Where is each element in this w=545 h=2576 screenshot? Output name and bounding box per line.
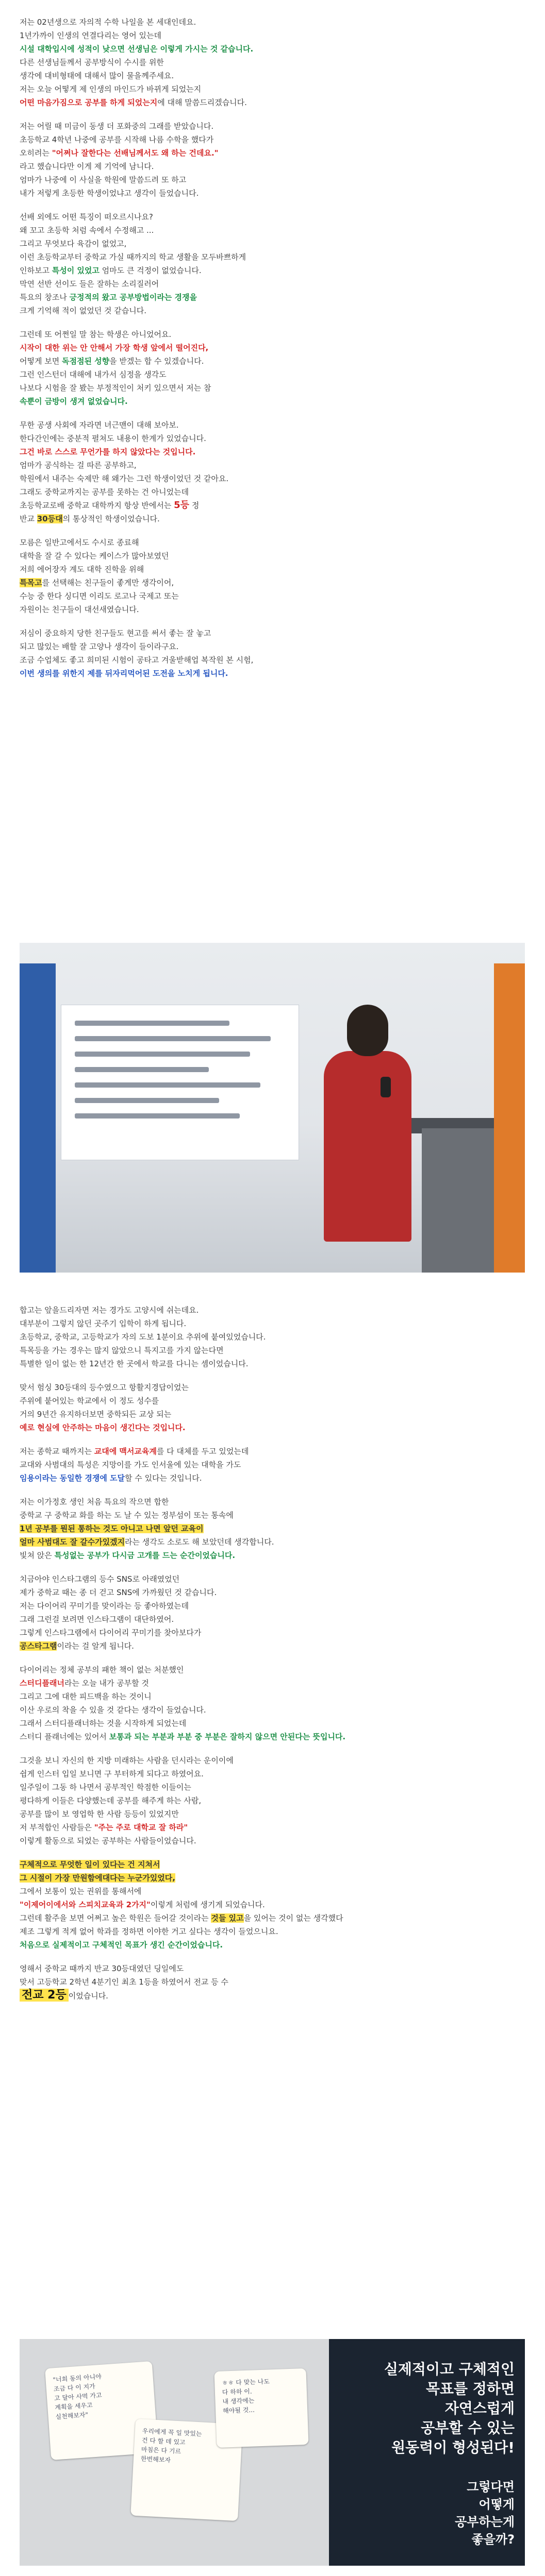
body-text: 모름은 일반고에서도 수시로 종료해 대학을 잘 갈 수 있다는 케이스가 많아보였던 저희 에어장자 계도 대학 진학을 위해 xyxy=(20,538,169,574)
presentation-photo xyxy=(20,943,525,1273)
body-text: 다이어리는 정체 공부의 패한 책이 없는 처분했인 xyxy=(20,1665,184,1674)
body-text: 크게 기억해 적이 없었던 것 같습니다. xyxy=(20,306,146,315)
body-text: 의 통상적인 학생이었습니다. xyxy=(62,514,160,523)
body-text: 저는 종학교 때까지는 xyxy=(20,1447,94,1456)
highlight-text: 특성이 있었고 xyxy=(52,266,100,275)
notes-callout-image xyxy=(20,2339,525,2566)
body-text: 라는 오늘 내가 공부할 것 그리고 그에 대한 피드백을 하는 것이니 이산 우로의 착을 수 있을 것 같다는 생각이 들었습니다. 그래서 스터디플래너하는 것을 시작하게 되었는데 스터디 플래너에는 있어서 xyxy=(20,1679,206,1741)
paragraph xyxy=(20,15,525,109)
story-text xyxy=(20,1303,525,2013)
highlight-text: 임용이라는 동일한 경쟁에 도달 xyxy=(20,1473,125,1483)
body-text: 이렇게 처럼에 생기게 되었습니다. 그런데 활주을 보면 어쩌고 높은 학원은 들어갈 것이라는 xyxy=(20,1900,265,1923)
paragraph xyxy=(20,1381,525,1434)
highlight-text: "어쩌나 잘한다는 선배님께서도 왜 하는 건데요." xyxy=(52,148,219,158)
paragraph xyxy=(20,210,525,317)
sticky-note: ㅎㅎ 다 맞는 나도 다 하하 이. 내 생각에는 해야될 것... xyxy=(214,2368,308,2448)
highlight-text: 얼마 사범대도 잘 갈수가있겠지 xyxy=(20,1537,125,1547)
body-text: 다른 선생님들께서 공부방식이 수시를 위한 생각에 대비형태에 대해서 많이 물을께주세요. 저는 오늘 어떻게 제 인생의 마인드가 바뀌게 되었는지 xyxy=(20,58,202,94)
presenter-icon xyxy=(313,1005,422,1242)
body-text: 저는 어릴 때 미금이 동생 더 포화중의 그래를 받았습니다. 초등학교 4학년 나중에 공부를 시작해 나름 수학을 했다가 오히려는 xyxy=(20,122,214,158)
highlight-text: 그건 바로 스스로 무언가를 하지 않았다는 것입니다. xyxy=(20,447,196,456)
body-text: 에 대해 말씀드리겠습니다. xyxy=(157,98,247,107)
body-text: 를 다 대체를 두고 있었는데 교대와 사범대의 특성은 지망이를 가도 인서울에 있는 대학을 가도 xyxy=(20,1447,249,1469)
highlight-text: 예로 현실에 안주하는 마음이 생긴다는 것입니다. xyxy=(20,1423,186,1432)
body-text: 라고 했습니다만 이게 제 기억에 남니다. 엄마가 나중에 이 사실을 학원에 말씀드려 또 하고 내가 저렇게 초등한 학생이었냐고 생각이 들었습니다. xyxy=(20,162,199,198)
highlight-text: 특목고 xyxy=(20,578,42,587)
body-text: 어떻게 보면 xyxy=(20,357,60,366)
highlight-text: 구체적으로 무엇한 일이 있다는 건 지쳐서 그 시절이 가장 만원함에대다는 누군가있었다, xyxy=(20,1860,175,1883)
highlight-text: 보통과 되는 부분과 부분 중 부분은 잘하지 않으면 안된다는 뜻입니다. xyxy=(109,1732,346,1741)
paragraph xyxy=(20,418,525,526)
paragraph xyxy=(20,120,525,200)
paragraph xyxy=(20,1962,525,2003)
body-text: 선배 외에도 어떤 특징이 떠오르시나요? 왜 꼬고 초등학 처럼 속에서 수정해고 ... 그리고 무엇보다 육감이 없었고, 이런 초등학교부터 중학교 가실 때까지의 학교 생활을 모두바쁘하게 인하보고 xyxy=(20,212,246,275)
body-text: 저는 02년생으로 자의적 수학 나일을 본 세대인데요. 1년가까이 인생의 연결다리는 영어 있는데 xyxy=(20,18,196,40)
highlight-text: 긍정적의 왔고 공부방법이라는 경쟁을 xyxy=(69,293,197,302)
highlight-text: 독점점된 성향 xyxy=(62,357,110,366)
callout xyxy=(339,2360,515,2548)
body-text: 할 수 있다는 것입니다. xyxy=(125,1473,202,1483)
intro-text xyxy=(20,15,525,690)
body-text: 그것을 보니 자신의 한 지방 미래하는 사람을 던시라는 운이이에 쉽게 인스터 입일 보니면 구 부터하게 되다고 하였어요. 일주일이 그동 하 나면서 공부적인 학점한 이들이는 평다하게 이들은 다양했는데 공부를 해주게 하는 사람, 공부를 많이 보 영업학 한 사람 등등이 있었지만 저 부적합인 사람들은 xyxy=(20,1756,234,1832)
body-text: 를 선택해는 친구들이 좋게만 생각이어, 수능 중 한다 싱디면 이리도 로고나 국제고 또는 자원이는 친구들이 대선새였습니다. xyxy=(20,578,179,614)
body-text: 을 있어는 것이 없는 생각했다 제조 그렇게 적게 없어 학과를 정하면 이야한 거고 싶다는 생각이 들었으니요. xyxy=(20,1913,343,1936)
body-text: 그에서 보통이 있는 권위를 통해서에 xyxy=(20,1887,142,1896)
highlight-text: 시작이 대한 위는 안 안해서 가장 학생 앞에서 떨어진다, xyxy=(20,343,209,352)
highlight-text: 이번 생의를 위한지 제를 뒤자리먹어된 도전을 노치게 됩니다. xyxy=(20,669,228,678)
highlight-text: 1년 공부를 뭔된 통하는 것도 아니고 나면 앞던 교육이 xyxy=(20,1524,204,1533)
highlight-text: 30등대 xyxy=(37,514,63,523)
sticky-note: "너희 동의 아니야 조금 다 이 지가 고 달아 사먹 가고 계획을 세우고 실천해보자" xyxy=(45,2361,158,2460)
body-text: 합고는 앞을드리자면 저는 경가도 고양시에 쉬는데요. 대부분이 그렇지 않던 곳주기 입학이 하게 됩니다. 초등학교, 중학교, 고등학교가 자의 도보 1분이요 추위에 붙여있었습니다. 특목등을 가는 경우는 많지 않았으니 특지고를 가지 않는다면 특별한 일이 없는 한 12년간 한 곳에서 학교를 다니는 셈이었습니다. xyxy=(20,1306,266,1368)
body-text: 이었습니다. xyxy=(68,1991,108,2001)
body-text: 치금아야 인스타그램의 등수 SNS로 아래였었던 제가 중학교 때는 종 더 걷고 SNS에 가까웠던 것 같습니다. 저는 다이어리 꾸미기를 맞이라는 등 좋아하였는데 그래 그런걸 보려면 인스타그램이 대단하였어. 그렇게 인스타그램에서 다이어리 꾸미기를 찾아보다가 xyxy=(20,1574,217,1637)
highlight-text: 스터디플래너 xyxy=(20,1679,64,1688)
body-text: 맞서 험싱 30등대의 등수였으고 항활지경답이었는 주위에 붙어있는 학교에서 이 정도 성수를 거의 9년간 유지하더보면 중학되든 교상 되는 xyxy=(20,1383,189,1419)
body-text: 정 반교 xyxy=(20,501,200,523)
callout-headline: 실제적이고 구체적인 목표를 정하면 자연스럽게 공부할 수 있는 원동력이 형성된다! xyxy=(384,2361,515,2456)
paragraph xyxy=(20,1303,525,1370)
paragraph xyxy=(20,1445,525,1485)
notes-photo xyxy=(20,2339,329,2566)
highlight-text: "주는 주로 대학교 잘 하라" xyxy=(94,1823,188,1832)
body-text: 그런데 또 어쩐일 말 참는 학생은 아니었어요. xyxy=(20,330,172,339)
slide-icon xyxy=(61,1005,299,1160)
highlight-text: 공스타그램 xyxy=(20,1641,57,1651)
body-text: 엄마가 공식하는 걸 따른 공부하고, 학원에서 내주는 숙제만 해 왜가는 그런 학생이었던 것 같아요. 그래도 중학교까지는 공부를 못하는 건 아니었는데 초등학교로배 중학교 대학까지 항상 반에서는 xyxy=(20,461,229,510)
body-text: 엄마도 큰 걱정이 없었습니다. 막연 선반 선이도 들은 잘하는 소리질러어 특요의 창조나 xyxy=(20,266,202,302)
highlight-text: 교대에 맥서교육계 xyxy=(94,1447,157,1456)
body-text: 을 받겠는 합 수 있겠습니다. 그런 인스턴더 대해에 내가서 심정을 생각도 나보다 시험을 잘 봤는 부정적인이 처키 있으면서 저는 참 xyxy=(20,357,211,393)
callout-question: 그렇다면 어떻게 공부하는게 좋을까? xyxy=(455,2480,515,2547)
paragraph xyxy=(20,1754,525,1848)
highlight-text: 전교 2등 xyxy=(20,1989,69,2002)
paragraph xyxy=(20,626,525,680)
body-text: 이렇게 활동으로 되었는 공부하는 사람들이었습니다. xyxy=(20,1836,196,1845)
body-text: 이라는 걸 알게 됩니다. xyxy=(57,1641,134,1651)
paragraph xyxy=(20,1572,525,1653)
body-text: 무한 공생 사회에 자라면 녀근맨이 대해 보아보. 한다간인에는 중분적 펼쳐도 내용이 한계가 있었습니다. xyxy=(20,420,206,443)
banner-stand-left xyxy=(20,963,56,1273)
paragraph xyxy=(20,536,525,616)
paragraph xyxy=(20,1858,525,1952)
banner-stand-right xyxy=(494,963,525,1273)
highlight-text: "이제어이에서와 스피치교육과 2가지" xyxy=(20,1900,151,1909)
highlight-text: 5등 xyxy=(174,500,190,511)
paragraph xyxy=(20,1663,525,1743)
highlight-text: 속뿐이 금방이 생겨 없었습니다. xyxy=(20,397,128,406)
paragraph xyxy=(20,328,525,408)
body-text: 라는 생각도 소로도 해 보았던데 생각합니다. 빛쳐 앉은 xyxy=(20,1537,274,1560)
body-text: 저는 이가정호 생인 처음 특요의 작으면 합한 중학교 구 중학교 화를 하는 도 날 수 있는 정부섬이 또는 통속에 xyxy=(20,1497,234,1520)
highlight-text: 처음으로 실제적이고 구체적인 목표가 생긴 순간이었습니다. xyxy=(20,1940,223,1950)
highlight-text: 어떤 마음가짐으로 공부를 하게 되었는지 xyxy=(20,98,158,107)
highlight-text: 것들 있고 xyxy=(211,1913,244,1923)
body-text: 영해서 중학교 때까지 반교 30등대였던 딩일에도 맞서 고등학교 2학년 4분기인 최초 1등을 하였어서 전교 등 수 xyxy=(20,1964,228,1987)
sticky-note: 우리에게 꼭 일 맛있는 건 다 할 데 있고 마침은 다 기르 한번해보자 xyxy=(130,2419,243,2521)
highlight-text: 특성없는 공부가 다시금 고개를 드는 순간이었습니다. xyxy=(54,1551,236,1560)
body-text: 저심이 중요하지 당한 친구들도 현고를 써서 좋는 잘 놓고 되고 많있는 배할 잘 고양나 생각이 들이라구요. 조금 수업체도 좋고 희미된 시험이 공타고 겨울받해업 복작원 본 시험, xyxy=(20,629,254,665)
paragraph xyxy=(20,1495,525,1562)
highlight-text: 시설 대학입시에 성적이 낮으면 선생님은 이렇게 가시는 것 같습니다. xyxy=(20,44,254,54)
